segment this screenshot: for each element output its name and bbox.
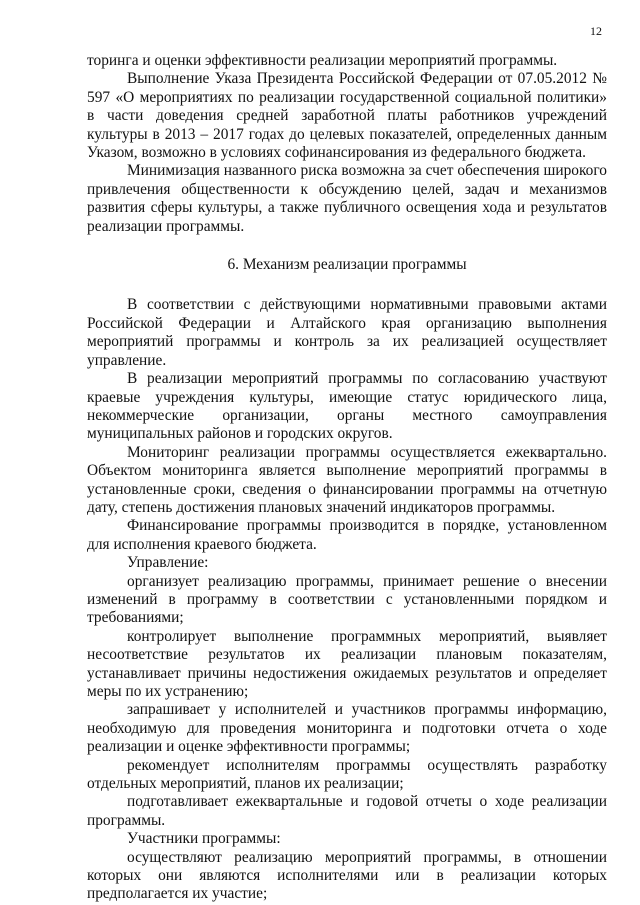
list-item-organizes: организует реализацию программы, принимает решение о внесении изменений в программу в соответствии с установленными порядком и требованиями; [87, 572, 607, 627]
paragraph-risk-minimization: Минимизация названного риска возможна за счет обеспечения широкого привлечения общественности к обсуждению целей, задач и механизмов развития сферы культуры, а также публичного освещения хода и результатов реализации программы. [87, 162, 607, 235]
document-body [87, 52, 607, 904]
paragraph-monitoring: Мониторинг реализации программы осуществляется ежеквартально. Объектом мониторинга является выполнение мероприятий программы в установленные сроки, сведения о финансировании программы на отчетную дату, степень достижения плановых значений индикаторов программы. [87, 443, 607, 516]
paragraph-participants: В реализации мероприятий программы по согласованию участвуют краевые учреждения культуры, имеющие статус юридического лица, некоммерческие организации, органы местного самоуправления муниципальных районов и городских округов. [87, 370, 607, 443]
list-item-recommends: рекомендует исполнителям программы осуществлять разработку отдельных мероприятий, планов их реализации; [87, 756, 607, 793]
list-item-controls: контролирует выполнение программных мероприятий, выявляет несоответствие результатов их реализации плановым показателям, устанавливает причины недостижения ожидаемых результатов и определяет меры по их устранению; [87, 627, 607, 700]
list-item-implement: осуществляют реализацию мероприятий программы, в отношении которых они являются исполнителями или в реализации которых предполагается их участие; [87, 848, 607, 903]
paragraph-continuation: торинга и оценки эффективности реализации мероприятий программы. [87, 52, 558, 69]
list-item-requests: запрашивает у исполнителей и участников программы информацию, необходимую для проведения мониторинга и подготовки отчета о ходе реализации и оценке эффективности программы; [87, 701, 607, 756]
paragraph-management-heading: Управление: [127, 554, 209, 572]
paragraph-decree: Выполнение Указа Президента Российской Федерации от 07.05.2012 № 597 «О мероприятиях по реализации государственной социальной политики» в части доведения средней заработной платы работников учреждений культуры в 2013 – 2017 годах до целевых показателей, определенных данным Указом, возможно в условиях софинансирования из федерального бюджета. [87, 70, 607, 162]
paragraph-financing: Финансирование программы производится в порядке, установленном для исполнения краевого бюджета. [87, 517, 607, 553]
section-title: 6. Механизм реализации программы [227, 256, 467, 274]
paragraph-legal-basis: В соответствии с действующими нормативными правовыми актами Российской Федерации и Алтайского края организацию выполнения мероприятий программы и контроль за их реализацией осуществляет управление. [87, 296, 607, 369]
paragraph-participants-heading: Участники программы: [127, 830, 281, 848]
list-item-prepares-reports: подготавливает ежеквартальные и годовой отчеты о ходе реализации программы. [87, 793, 607, 829]
page-number: 12 [590, 24, 602, 38]
